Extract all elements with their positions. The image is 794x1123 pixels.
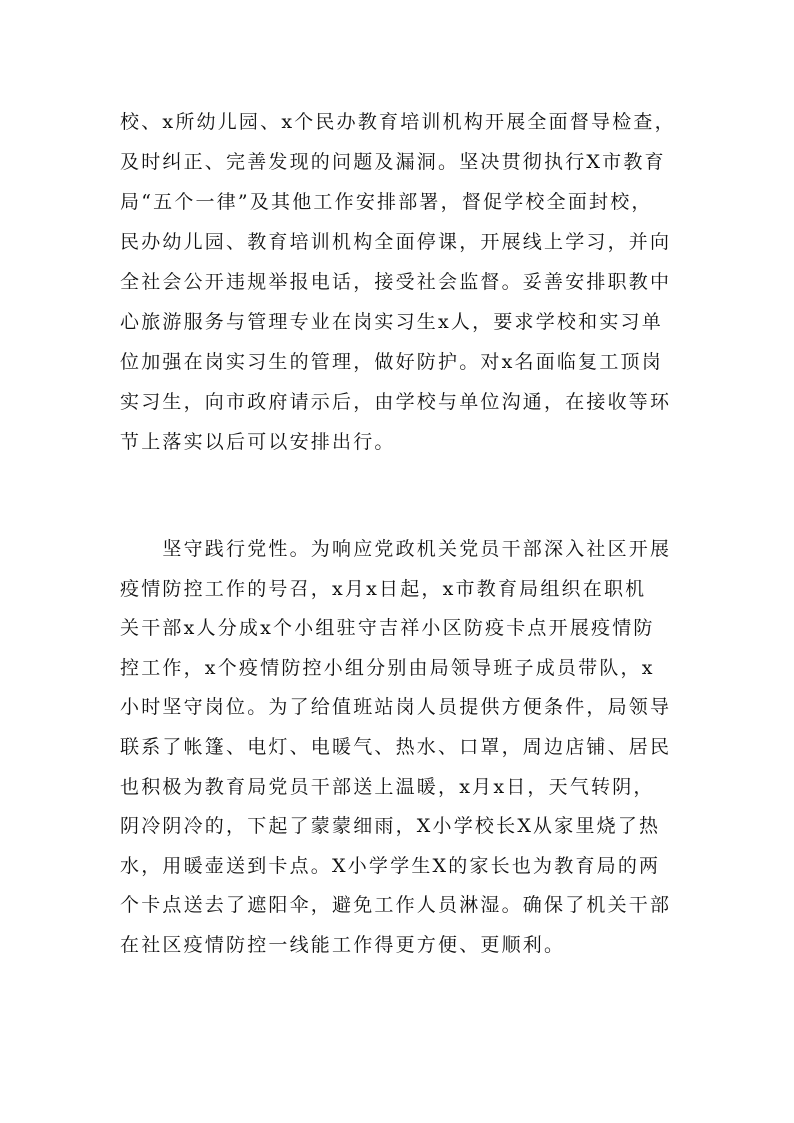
text-line: 及时纠正、完善发现的问题及漏洞。坚决贯彻执行X市教育	[120, 151, 666, 173]
text-line: 民办幼儿园、教育培训机构全面停课，开展线上学习，并向	[120, 231, 672, 253]
text-line: 控工作，x个疫情防控小组分别由局领导班子成员带队，x	[120, 656, 655, 679]
text-line: 校、x所幼儿园、x个民办教育培训机构开展全面督导检查，	[120, 111, 676, 133]
text-line: 在社区疫情防控一线能工作得更方便、更顺利。	[120, 933, 566, 956]
text-line: 位加强在岗实习生的管理，做好防护。对x名面临复工顶岗	[120, 351, 663, 373]
paragraph-1	[120, 102, 680, 462]
paragraph-2	[120, 530, 680, 966]
text-line: 心旅游服务与管理专业在岗实习生x人，要求学校和实习单	[120, 311, 663, 333]
text-line: 阴冷阴冷的，下起了蒙蒙细雨，X小学校长X从家里烧了热	[120, 815, 661, 838]
text-line: 实习生，向市政府请示后，由学校与单位沟通，在接收等环	[120, 391, 672, 413]
text-line: 水，用暖壶送到卡点。X小学学生X的家长也为教育局的两	[120, 854, 661, 877]
text-line: 全社会公开违规举报电话，接受社会监督。妥善安排职教中	[120, 271, 672, 293]
text-line: 局“五个一律”及其他工作安排部署，督促学校全面封校，	[120, 191, 653, 213]
text-line: 也积极为教育局党员干部送上温暖，x月x日，天气转阴，	[120, 775, 655, 798]
text-line: 节上落实以后可以安排出行。	[120, 431, 396, 453]
text-line: 联系了帐篷、电灯、电暖气、热水、口罩，周边店铺、居民	[120, 735, 672, 758]
text-line: 疫情防控工作的号召，x月x日起，x市教育局组织在职机	[120, 577, 647, 600]
text-line: 个卡点送去了遮阳伞，避免工作人员淋湿。确保了机关干部	[120, 894, 672, 917]
text-line: 关干部x人分成x个小组驻守吉祥小区防疫卡点开展疫情防	[120, 617, 655, 640]
text-line: 坚守践行党性。为响应党政机关党员干部深入社区开展	[120, 538, 672, 560]
text-line: 小时坚守岗位。为了给值班站岗人员提供方便条件，局领导	[120, 696, 672, 719]
